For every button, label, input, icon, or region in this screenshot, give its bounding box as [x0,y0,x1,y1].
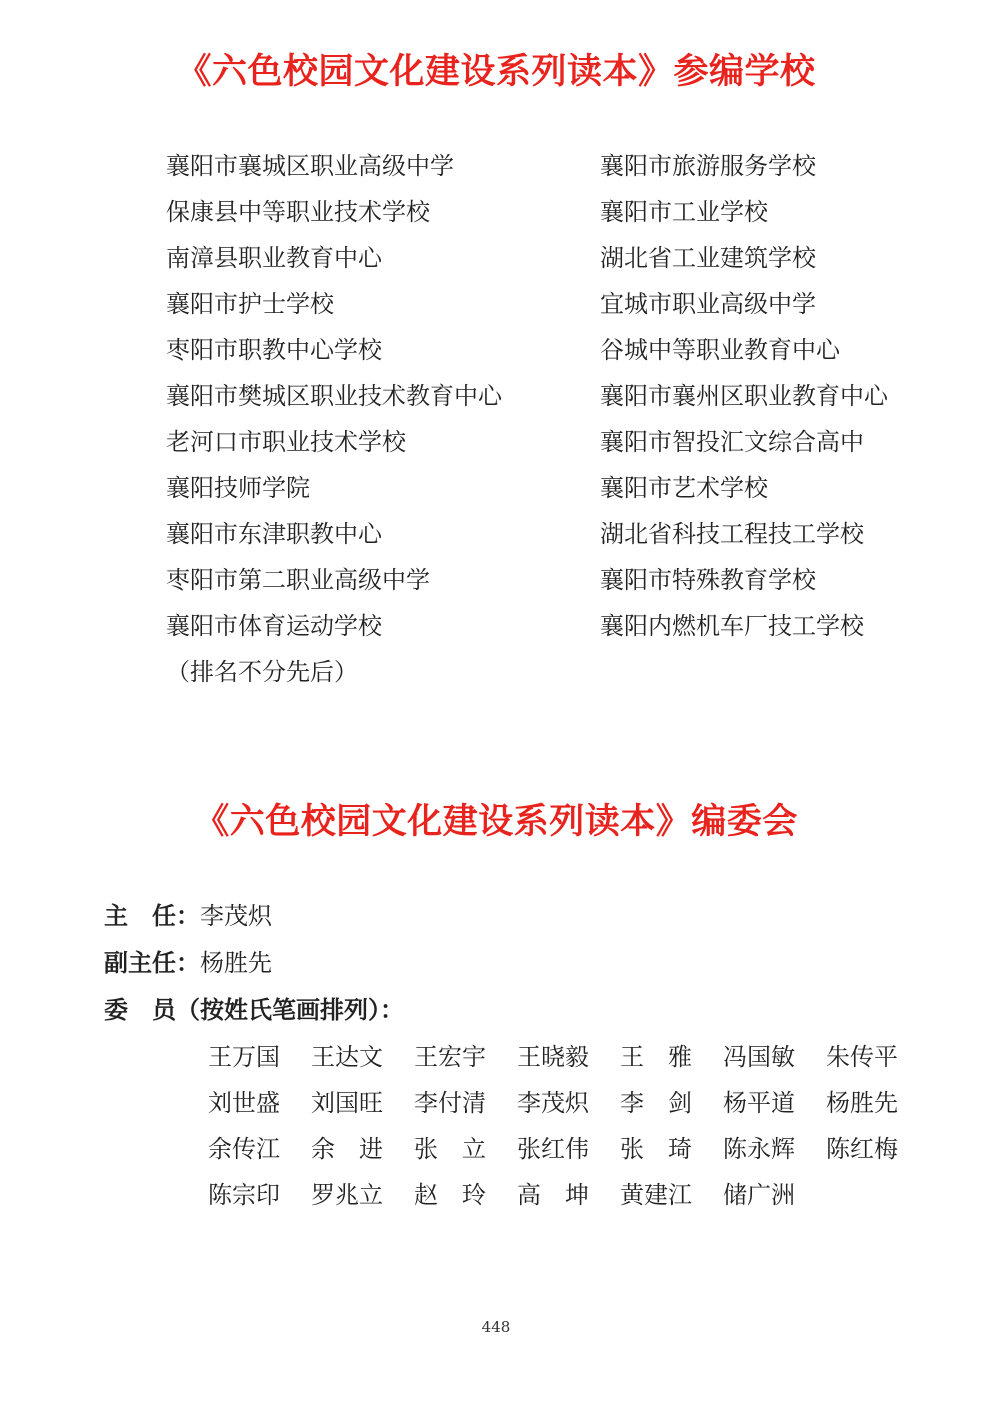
schools-title: 《六色校园文化建设系列读本》参编学校 [176,52,816,92]
committee-member: 刘世盛 [208,1089,280,1117]
committee-member: 李茂炽 [517,1089,589,1117]
schools-list [0,146,992,706]
committee-member: 陈宗印 [208,1181,280,1209]
school-item: 枣阳市第二职业高级中学 [166,566,430,594]
director-row [104,896,964,943]
deputy-row [104,943,964,990]
school-item: 宜城市职业高级中学 [600,290,816,318]
committee-member: 储广洲 [723,1181,795,1209]
school-item: 谷城中等职业教育中心 [600,336,840,364]
schools-left-column [166,146,502,652]
committee-member: 高 坤 [517,1181,589,1209]
school-item: 襄阳市旅游服务学校 [600,152,816,180]
committee-member: 赵 玲 [414,1181,486,1209]
committee-member: 陈红梅 [826,1135,898,1163]
committee-member: 冯国敏 [723,1043,795,1071]
committee-member: 余传江 [208,1135,280,1163]
school-item: 保康县中等职业技术学校 [166,198,430,226]
school-item: 襄阳技师学院 [166,474,310,502]
committee-member: 陈永辉 [723,1135,795,1163]
committee-member: 余 进 [311,1135,383,1163]
deputy-label: 副主任： [104,949,200,977]
page-number: 448 [481,1318,511,1336]
committee-member: 张红伟 [517,1135,589,1163]
school-item: 襄阳市襄城区职业高级中学 [166,152,454,180]
committee-member: 杨胜先 [826,1089,898,1117]
school-item: 南漳县职业教育中心 [166,244,382,272]
school-item: 湖北省工业建筑学校 [600,244,816,272]
school-item: 襄阳市特殊教育学校 [600,566,816,594]
school-item: 湖北省科技工程技工学校 [600,520,864,548]
committee-member: 杨平道 [723,1089,795,1117]
school-item: 襄阳市襄州区职业教育中心 [600,382,888,410]
order-note: （排名不分先后） [166,658,358,686]
director-label: 主 任： [104,902,200,930]
committee-member: 王宏宇 [414,1043,486,1071]
committee-member: 王 雅 [620,1043,692,1071]
deputy-name: 杨胜先 [200,949,272,977]
director-name: 李茂炽 [200,902,272,930]
committee-member: 王万国 [208,1043,280,1071]
school-item: 襄阳内燃机车厂技工学校 [600,612,864,640]
committee-member: 李 剑 [620,1089,692,1117]
school-item: 襄阳市东津职教中心 [166,520,382,548]
committee-member: 刘国旺 [311,1089,383,1117]
schools-right-column [600,146,888,652]
school-item: 襄阳市艺术学校 [600,474,768,502]
members-grid [208,1037,928,1221]
committee-title: 《六色校园文化建设系列读本》编委会 [194,802,798,842]
committee-member: 王达文 [311,1043,383,1071]
school-item: 襄阳市樊城区职业技术教育中心 [166,382,502,410]
members-row [104,990,964,1037]
school-item: 襄阳市体育运动学校 [166,612,382,640]
members-label: 委 员（按姓氏笔画排列）： [104,996,404,1024]
school-item: 襄阳市工业学校 [600,198,768,226]
school-item: 枣阳市职教中心学校 [166,336,382,364]
committee-member: 李付清 [414,1089,486,1117]
committee-member: 张 立 [414,1135,486,1163]
school-item: 老河口市职业技术学校 [166,428,406,456]
school-item: 襄阳市护士学校 [166,290,334,318]
committee-member: 王晓毅 [517,1043,589,1071]
school-item: 襄阳市智投汇文综合高中 [600,428,864,456]
committee-member: 黄建江 [620,1181,692,1209]
committee-member: 罗兆立 [311,1181,383,1209]
committee-member: 朱传平 [826,1043,898,1071]
committee-member: 张 琦 [620,1135,692,1163]
committee-roles [104,896,964,1209]
